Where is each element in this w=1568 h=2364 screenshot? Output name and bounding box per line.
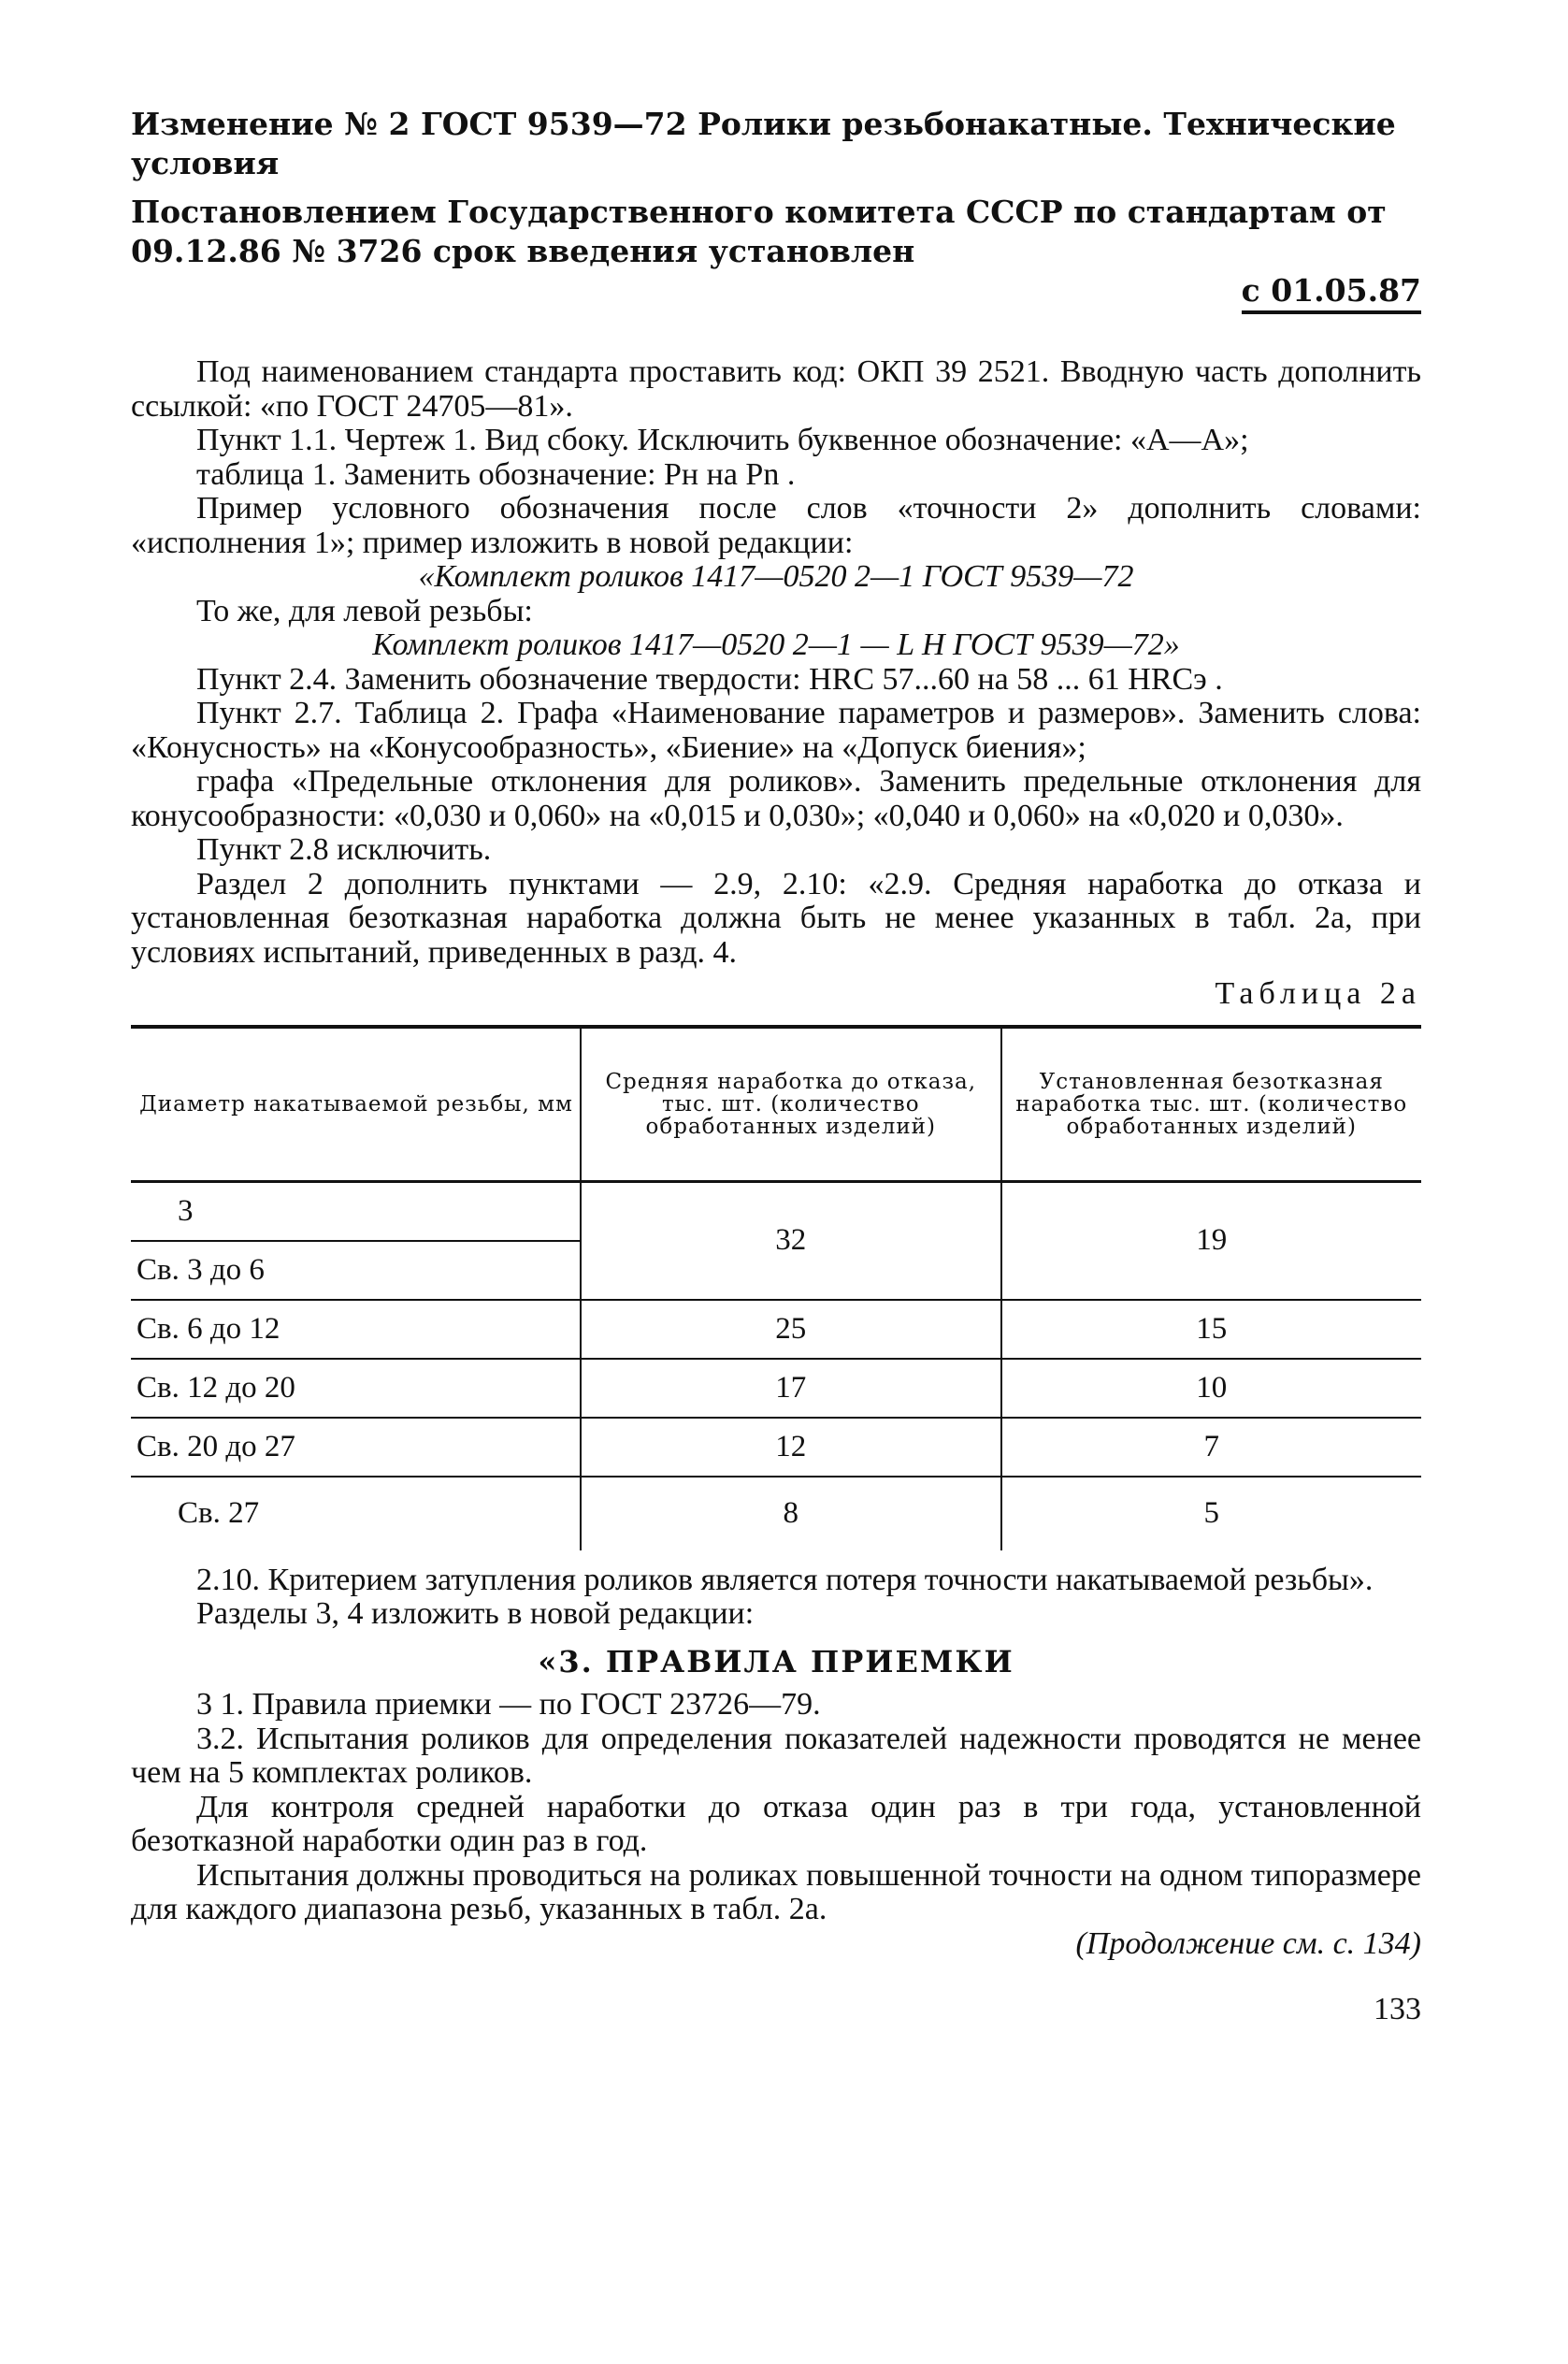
cell-avg: 12 (581, 1418, 1001, 1477)
cell-set: 19 (1001, 1181, 1422, 1300)
paragraph: Пункт 2.8 исключить. (196, 832, 492, 867)
table-row (131, 1181, 1421, 1241)
paragraph: 3.2. Испытания роликов для определения показателей надежности проводятся не менее чем на 5 комплектах роликов. (131, 1721, 1421, 1790)
header-set-failure-free-time: Установленная безотказная наработка тыс. шт. (количество обработанных изделий) (1001, 1029, 1422, 1182)
paragraph: Пункт 1.1. Чертеж 1. Вид сбоку. Исключить буквенное обозначение: «А—А»; (196, 423, 1249, 457)
cell-avg: 8 (581, 1477, 1001, 1550)
document-header (131, 105, 1421, 310)
paragraph: графа «Предельные отклонения для роликов». Заменить предельные отклонения для конусообразности: «0,030 и 0,060» на «0,015 и 0,030»; «0,040 и 0,060» на «0,020 и 0,030». (131, 764, 1421, 833)
page-number: 133 (1374, 1992, 1421, 2026)
paragraph: Пункт 2.7. Таблица 2. Графа «Наименование параметров и размеров». Заменить слова: «Конусность» на «Конусообразность», «Биение» на «Допуск биения»; (131, 696, 1421, 765)
effective-date-line (131, 271, 1421, 310)
table-header-row (131, 1029, 1421, 1182)
paragraph: Пример условного обозначения после слов «точности 2» дополнить словами: «исполнения 1»; пример изложить в новой редакции: (131, 491, 1421, 560)
example-designation: «Комплект роликов 1417—0520 2—1 ГОСТ 9539—72 (418, 559, 1134, 594)
document-body (131, 355, 1421, 2027)
cell-diameter: 3 (131, 1181, 581, 1241)
cell-diameter: Св. 12 до 20 (131, 1359, 581, 1418)
paragraph: Пункт 2.4. Заменить обозначение твердости: HRC 57...60 на 58 ... 61 HRCэ . (196, 661, 1223, 697)
cell-avg: 25 (581, 1300, 1001, 1359)
paragraph: таблица 1. Заменить обозначение: Pн на Pn . (196, 456, 796, 492)
cell-diameter: Св. 27 (178, 1496, 260, 1531)
paragraph: Под наименованием стандарта проставить код: ОКП 39 2521. Вводную часть дополнить ссылкой: «по ГОСТ 24705—81». (131, 354, 1421, 424)
cell-diameter: Св. 20 до 27 (131, 1418, 581, 1477)
paragraph: То же, для левой резьбы: (196, 593, 533, 628)
decree-text: Постановлением Государственного комитета СССР по стандартам от 09.12.86 № 3726 срок введения установлен (131, 194, 1387, 269)
paragraph: 3 1. Правила приемки — по ГОСТ 23726—79. (196, 1687, 821, 1722)
cell-diameter: Св. 3 до 6 (131, 1241, 581, 1300)
continuation-note: (Продолжение см. с. 134) (1075, 1925, 1421, 1961)
cell-avg: 17 (581, 1359, 1001, 1418)
cell-diameter: Св. 6 до 12 (131, 1300, 581, 1359)
cell-set: 10 (1001, 1359, 1422, 1418)
header-diameter: Диаметр накатываемой резьбы, мм (131, 1029, 581, 1182)
header-avg-operating-time: Средняя наработка до отказа, тыс. шт. (количество обработанных изделий) (581, 1029, 1001, 1182)
cell-set: 7 (1001, 1418, 1422, 1477)
paragraph: Испытания должны проводиться на роликах повышенной точности на одном типоразмере для каждого диапазона резьб, указанных в табл. 2а. (131, 1857, 1421, 1926)
table-row (131, 1359, 1421, 1418)
cell-set: 5 (1001, 1477, 1422, 1550)
paragraph: Для контроля средней наработки до отказа один раз в три года, установленной безотказной наработки один раз в год. (131, 1789, 1421, 1858)
paragraph: Разделы 3, 4 изложить в новой редакции: (196, 1596, 755, 1631)
cell-set: 15 (1001, 1300, 1422, 1359)
example-designation-left: Комплект роликов 1417—0520 2—1 — L H ГОСТ 9539—72» (372, 627, 1180, 662)
amendment-title: Изменение № 2 ГОСТ 9539—72 Ролики резьбонакатные. Технические условия (131, 106, 1396, 181)
paragraph: Раздел 2 дополнить пунктами — 2.9, 2.10: «2.9. Средняя наработка до отказа и установленная безотказная наработка должна быть не менее указанных в табл. 2а, при условиях испытаний, приведенных в разд. 4. (131, 866, 1421, 970)
table-row (131, 1477, 1421, 1550)
table-row (131, 1418, 1421, 1477)
section-title: «3. ПРАВИЛА ПРИЕМКИ (538, 1643, 1014, 1679)
document-page (131, 105, 1421, 2027)
paragraph: 2.10. Критерием затупления роликов является потеря точности накатываемой резьбы». (196, 1562, 1374, 1597)
effective-date: с 01.05.87 (1242, 272, 1421, 314)
table-2a (131, 1025, 1421, 1550)
table-row (131, 1300, 1421, 1359)
cell-avg: 32 (581, 1181, 1001, 1300)
table-caption: Таблица 2а (1215, 976, 1421, 1011)
